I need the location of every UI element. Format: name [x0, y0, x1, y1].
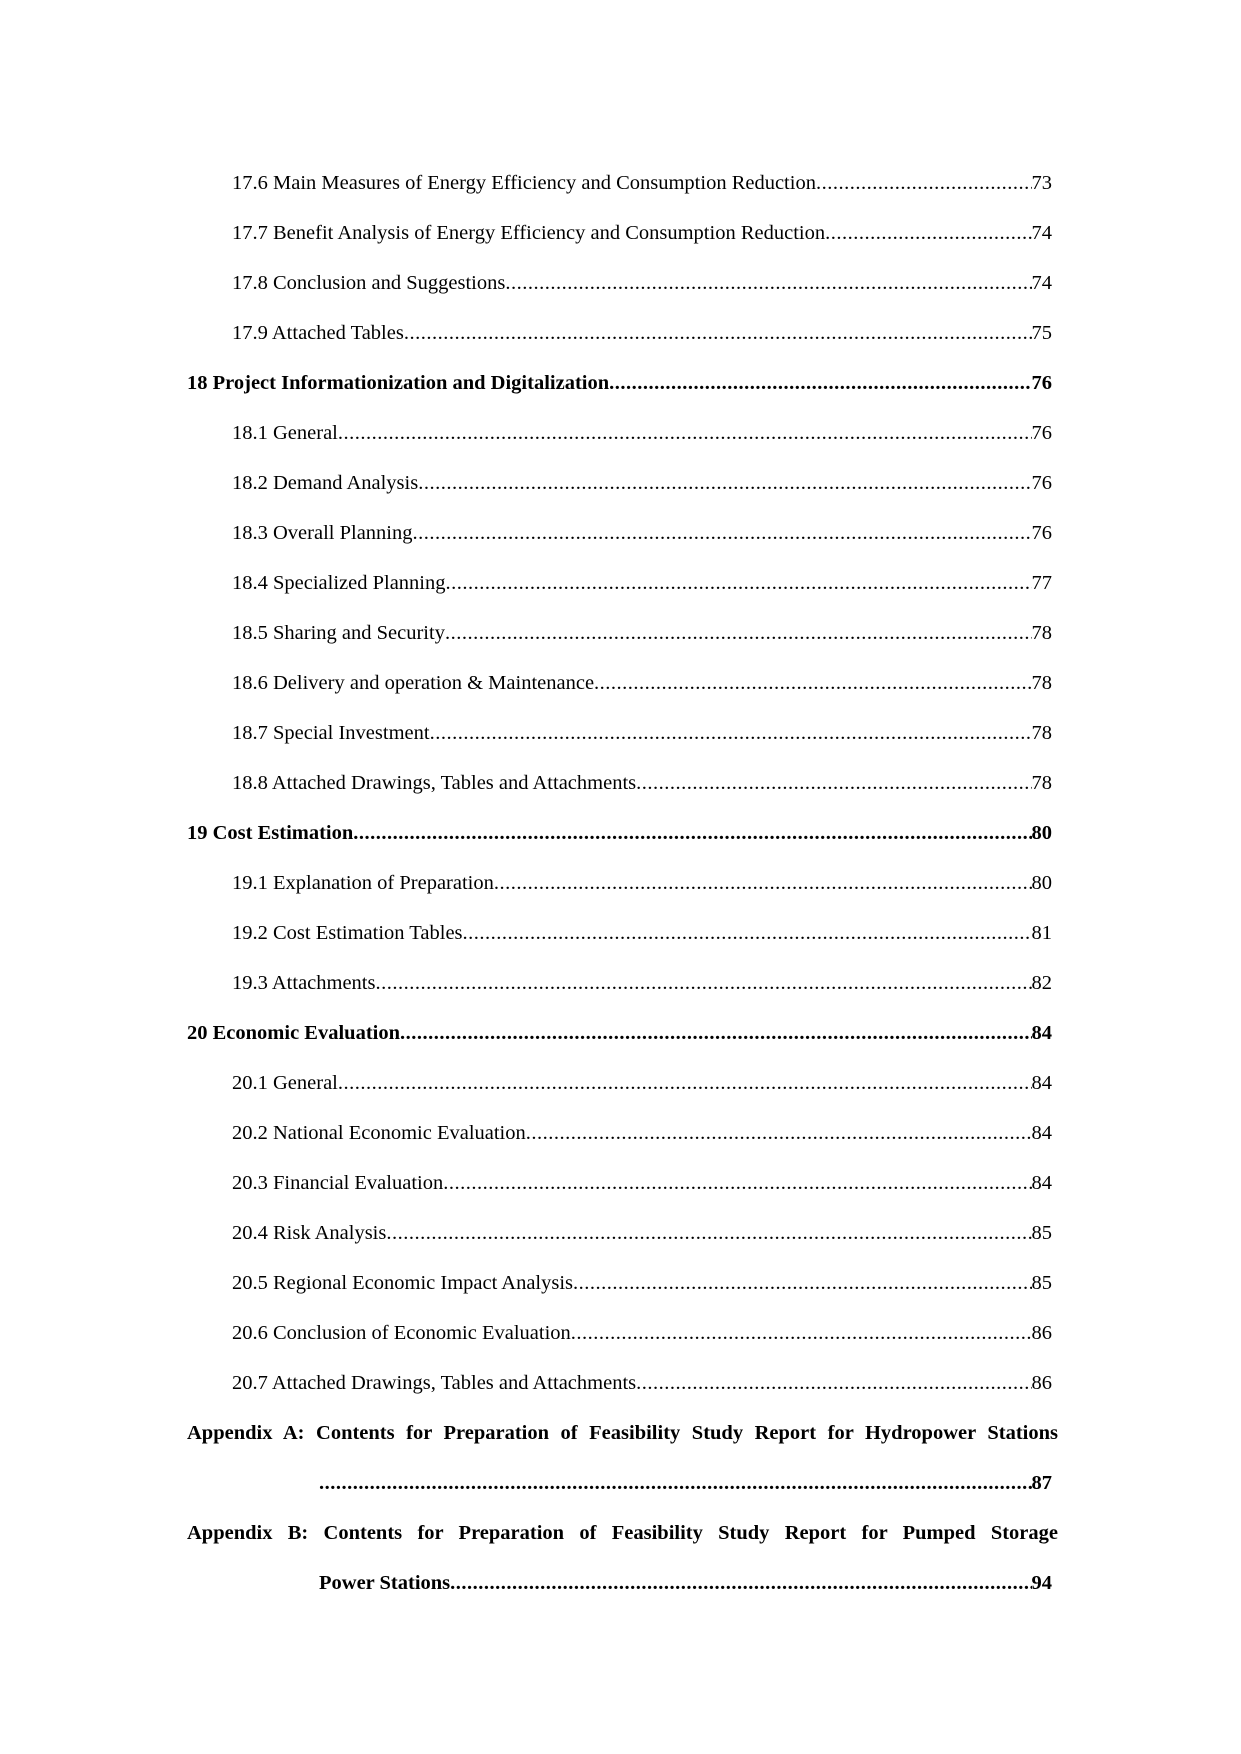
dot-leader — [526, 1120, 1032, 1146]
toc-entry-page: 75 — [1031, 322, 1052, 344]
toc-entry[interactable] — [232, 1120, 1052, 1146]
dot-leader — [338, 420, 1032, 446]
dot-leader — [375, 970, 1031, 996]
toc-entry[interactable] — [232, 670, 1052, 696]
toc-chapter[interactable] — [187, 370, 1052, 396]
toc-entry[interactable] — [232, 520, 1052, 546]
toc-entry-title: 20.4 Risk Analysis — [232, 1222, 387, 1244]
dot-leader — [446, 570, 1032, 596]
toc-entry-page: 76 — [1031, 422, 1052, 444]
dot-leader — [609, 370, 1031, 396]
appendix-b-continuation-text: Power Stations — [319, 1572, 451, 1594]
toc-entry-page: 86 — [1031, 1372, 1052, 1394]
toc-entry[interactable] — [232, 420, 1052, 446]
toc-entry-page: 84 — [1031, 1172, 1052, 1194]
toc-entry-page: 82 — [1031, 972, 1052, 994]
dot-leader — [573, 1270, 1031, 1296]
toc-chapter[interactable] — [187, 820, 1052, 846]
toc-entry[interactable] — [232, 270, 1052, 296]
dot-leader — [404, 320, 1032, 346]
toc-entry[interactable] — [232, 1170, 1052, 1196]
toc-entry[interactable] — [232, 320, 1052, 346]
toc-entry[interactable] — [232, 1320, 1052, 1346]
toc-entry-page: 84 — [1031, 1072, 1052, 1094]
toc-entry-title: 18.7 Special Investment — [232, 722, 430, 744]
toc-entry[interactable] — [232, 620, 1052, 646]
toc-entry-title: 18.4 Specialized Planning — [232, 572, 446, 594]
toc-entry-title: 18.5 Sharing and Security — [232, 622, 445, 644]
dot-leader — [338, 1070, 1032, 1096]
toc-chapter-page: 80 — [1031, 822, 1052, 844]
toc-entry-page: 78 — [1031, 722, 1052, 744]
toc-entry-page: 85 — [1031, 1272, 1052, 1294]
toc-entry-title: 17.7 Benefit Analysis of Energy Efficiency and Consumption Reduction — [232, 222, 826, 244]
toc-entry-title: 19.1 Explanation of Preparation — [232, 872, 494, 894]
toc-entry-page: 76 — [1031, 472, 1052, 494]
appendix-b-page: 94 — [1031, 1572, 1052, 1594]
appendix-b-continuation[interactable] — [319, 1570, 1052, 1596]
toc-entry-title: 20.3 Financial Evaluation — [232, 1172, 444, 1194]
toc-entry-page: 76 — [1031, 522, 1052, 544]
dot-leader — [418, 470, 1031, 496]
toc-entry-title: 20.5 Regional Economic Impact Analysis — [232, 1272, 574, 1294]
toc-chapter-title: 19 Cost Estimation — [187, 822, 354, 844]
dot-leader — [636, 770, 1031, 796]
toc-entry-title: 18.6 Delivery and operation & Maintenance — [232, 672, 595, 694]
toc-entry[interactable] — [232, 1270, 1052, 1296]
toc-entry[interactable] — [232, 570, 1052, 596]
dot-leader — [571, 1320, 1032, 1346]
dot-leader — [505, 270, 1031, 296]
toc-entry[interactable] — [232, 720, 1052, 746]
toc-entry-page: 81 — [1031, 922, 1052, 944]
toc-chapter-title: 18 Project Informationization and Digitalization — [187, 372, 610, 394]
appendix-a-page: 87 — [1031, 1472, 1052, 1494]
toc-entry-page: 78 — [1031, 772, 1052, 794]
dot-leader — [825, 220, 1031, 246]
appendix-b-title[interactable]: Appendix B: Contents for Preparation of Feasibility Study Report for Pumped Storage — [187, 1522, 1058, 1544]
toc-entry[interactable] — [232, 920, 1052, 946]
toc-chapter-page: 76 — [1031, 372, 1052, 394]
toc-entry-title: 19.3 Attachments — [232, 972, 376, 994]
toc-entry[interactable] — [232, 220, 1052, 246]
toc-entry-page: 78 — [1031, 622, 1052, 644]
toc-entry[interactable] — [232, 170, 1052, 196]
toc-entry-page: 80 — [1031, 872, 1052, 894]
toc-entry-title: 17.8 Conclusion and Suggestions — [232, 272, 506, 294]
toc-chapter-page: 84 — [1031, 1022, 1052, 1044]
toc-entry-page: 74 — [1031, 272, 1052, 294]
dot-leader — [400, 1020, 1032, 1046]
dot-leader — [443, 1170, 1031, 1196]
toc-entry-title: 18.3 Overall Planning — [232, 522, 413, 544]
toc-chapter[interactable] — [187, 1020, 1052, 1046]
dot-leader — [463, 920, 1032, 946]
toc-entry-title: 20.1 General — [232, 1072, 338, 1094]
toc-entry[interactable] — [232, 1370, 1052, 1396]
toc-entry[interactable] — [232, 770, 1052, 796]
toc-entry-title: 19.2 Cost Estimation Tables — [232, 922, 463, 944]
toc-entry-page: 74 — [1031, 222, 1052, 244]
toc-entry-title: 17.6 Main Measures of Energy Efficiency and Consumption Reduction — [232, 172, 816, 194]
dot-leader — [413, 520, 1032, 546]
toc-entry[interactable] — [232, 1220, 1052, 1246]
toc-entry-title: 20.6 Conclusion of Economic Evaluation — [232, 1322, 571, 1344]
toc-entry-title: 18.1 General — [232, 422, 338, 444]
dot-leader — [816, 170, 1032, 196]
toc-entry[interactable] — [232, 1070, 1052, 1096]
dot-leader — [445, 620, 1032, 646]
dot-leader — [450, 1570, 1031, 1596]
dot-leader — [430, 720, 1032, 746]
toc-entry[interactable] — [232, 870, 1052, 896]
toc-entry-title: 18.2 Demand Analysis — [232, 472, 419, 494]
toc-entry-title: 20.7 Attached Drawings, Tables and Attachments — [232, 1372, 637, 1394]
toc-entry[interactable] — [232, 970, 1052, 996]
toc-entry-title: 18.8 Attached Drawings, Tables and Attachments — [232, 772, 637, 794]
toc-chapter-title: 20 Economic Evaluation — [187, 1022, 400, 1044]
dot-leader — [636, 1370, 1031, 1396]
dot-leader — [386, 1220, 1031, 1246]
toc-entry-title: 20.2 National Economic Evaluation — [232, 1122, 526, 1144]
appendix-a-title[interactable]: Appendix A: Contents for Preparation of Feasibility Study Report for Hydropower Stations — [187, 1422, 1058, 1444]
toc-entry[interactable] — [232, 470, 1052, 496]
toc-entry-page: 84 — [1031, 1122, 1052, 1144]
dot-leader — [353, 820, 1031, 846]
toc-entry-page: 86 — [1031, 1322, 1052, 1344]
toc-entry-page: 77 — [1031, 572, 1052, 594]
dot-leader — [319, 1470, 1032, 1496]
toc-entry-title: 17.9 Attached Tables — [232, 322, 404, 344]
toc-entry-page: 73 — [1031, 172, 1052, 194]
dot-leader — [494, 870, 1032, 896]
appendix-a-continuation[interactable] — [319, 1470, 1052, 1496]
dot-leader — [594, 670, 1031, 696]
toc-entry-page: 78 — [1031, 672, 1052, 694]
toc-entry-page: 85 — [1031, 1222, 1052, 1244]
